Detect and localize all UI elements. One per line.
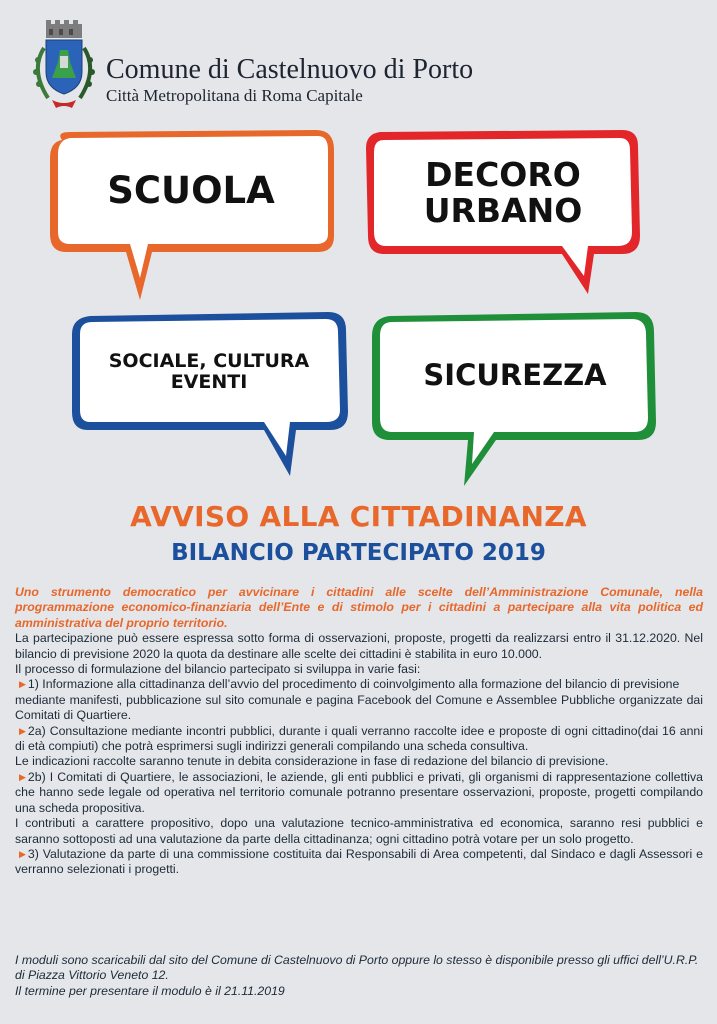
phase-2a-detail: Le indicazioni raccolte saranno tenute in debita considerazione in fase di redazione del bilancio di previsione. (15, 754, 609, 769)
coat-of-arms-icon (26, 20, 102, 110)
phase-2a (15, 724, 703, 755)
submission-deadline: Il termine per presentare il modulo è il 21.11.2019 (15, 983, 285, 998)
phase-1-detail: mediante manifesti, pubblicazione sul sito comunale e pagina Facebook del Comune e Assemblee Pubbliche organizzate dai Comitati di Quartiere. (15, 692, 703, 723)
phase-2b-text: 2b) I Comitati di Quartiere, le associazioni, le aziende, gli enti pubblici e privati, gli organismi di rappresentazione collettiva che hanno sede legale od operativa nel territorio comunale potranno presentare osservazioni, proposte, progetti compilando una scheda propositiva. (15, 769, 703, 815)
phase-1-text: 1) Informazione alla cittadinanza dell’avvio del procedimento di coinvolgimento alla formazione del bilancio di previsione (27, 677, 680, 692)
phase-3-text: 3) Valutazione da parte di una commissione costituita dai Responsabili di Area competenti, dal Sindaco e dagli Assessori e verranno selezionati i progetti. (15, 846, 703, 877)
intro-paragraph: Uno strumento democratico per avvicinare i cittadini alle scelte dell’Amministrazione Comunale, nella programmazione economico-finanziaria dell’Ente e di stimolo per i cittadini a partecipare alla vita politica ed amministrativa del proprio territorio. (15, 585, 703, 630)
participation-paragraph: La partecipazione può essere espressa sotto forma di osservazioni, proposte, progetti da realizzarsi entro il 31.12.2020. Nel bilancio di previsione 2020 la quota da destinare alle scelte dei cittadini è stabilita in euro 10.000. (15, 631, 703, 661)
bubble-label-eventi: EVENTI (170, 371, 248, 393)
phase-1 (15, 677, 703, 692)
notice-body (15, 585, 703, 878)
municipality-subtitle: Città Metropolitana di Roma Capitale (106, 86, 363, 105)
municipality-name: Comune di Castelnuovo di Porto (106, 54, 474, 85)
footer-note (15, 953, 703, 999)
header (26, 20, 586, 112)
phase-2b (15, 770, 703, 816)
triangle-right-icon: ▶ (19, 679, 26, 690)
bubble-label-sicurezza: SICUREZZA (423, 358, 607, 393)
notice-subtitle: BILANCIO PARTECIPATO 2019 (171, 540, 546, 566)
bubble-label-sociale-cultura-eventi (80, 322, 338, 422)
bubble-label-decoro: DECORO (425, 155, 581, 195)
process-intro: Il processo di formulazione del bilancio partecipato si sviluppa in varie fasi: (15, 662, 421, 677)
bubble-label-decoro-urbano (374, 142, 632, 244)
triangle-right-icon: ▶ (19, 771, 26, 782)
triangle-right-icon: ▶ (19, 725, 26, 736)
phase-2b-detail: I contributi a carattere propositivo, dopo una valutazione tecnico-amministrativa ed economica, saranno resi pubblici e saranno sottoposti ad una valutazione da parte della cittadinanza; ogni cittadino potrà votare per un solo progetto. (15, 816, 703, 846)
triangle-right-icon: ▶ (19, 848, 26, 859)
phase-3 (15, 847, 703, 878)
modules-availability: I moduli sono scaricabili dal sito del Comune di Castelnuovo di Porto oppure lo stesso è disponibile presso gli uffici dell’U.R.P. di Piazza Vittorio Veneto 12. (15, 953, 699, 983)
notice-title: AVVISO ALLA CITTADINANZA (130, 500, 587, 533)
phase-2a-text: 2a) Consultazione mediante incontri pubblici, durante i quali verranno raccolte idee e proposte di ogni cittadino(dai 16 anni di età compiuti) che potrà esprimersi sugli indirizzi generali compilando una scheda consultiva. (15, 723, 703, 754)
bubble-label-scuola: SCUOLA (107, 169, 275, 213)
bubble-label-sociale-cultura: SOCIALE, CULTURA (108, 350, 310, 373)
bubble-label-urbano: URBANO (423, 191, 583, 230)
